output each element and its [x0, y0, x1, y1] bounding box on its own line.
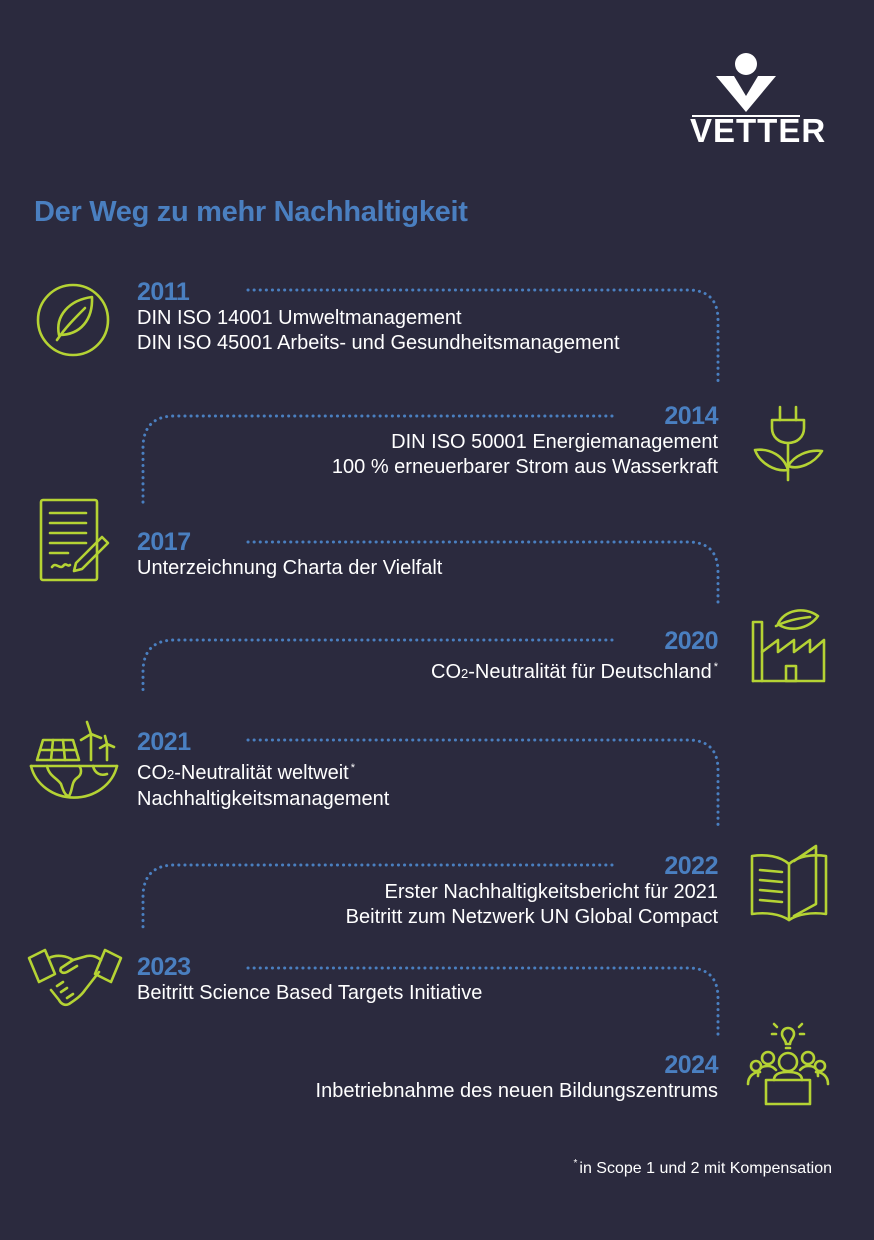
milestone-2021: [137, 729, 389, 812]
milestone-year: 2022: [664, 852, 718, 880]
footnote-marker: *: [350, 762, 356, 774]
milestone-text: DIN ISO 45001 Arbeits- und Gesundheitsmanagement: [137, 332, 620, 354]
milestone-text: Beitritt zum Netzwerk UN Global Compact: [345, 906, 718, 928]
milestone-text: [137, 756, 389, 787]
milestone-2017: [137, 529, 442, 581]
milestone-year: 2014: [664, 402, 718, 430]
milestone-2024: [316, 1052, 718, 1104]
milestone-text: [431, 655, 718, 686]
globe-renewables-icon: [27, 720, 121, 810]
milestone-text: Unterzeichnung Charta der Vielfalt: [137, 557, 443, 579]
milestone-text: DIN ISO 14001 Umweltmanagement: [137, 307, 462, 329]
logo-text: VETTER: [690, 112, 827, 149]
leaf-icon: [35, 282, 111, 358]
milestone-2014: [332, 403, 718, 480]
logo-mark-icon: [690, 52, 802, 114]
milestone-text: Erster Nachhaltigkeitsbericht für 2021: [384, 881, 718, 903]
open-book-icon: [748, 844, 830, 922]
co2-prefix: CO: [431, 661, 462, 683]
milestone-2020: [431, 628, 718, 686]
people-idea-icon: [744, 1018, 832, 1108]
milestone-text: Nachhaltigkeitsmanagement: [137, 788, 390, 810]
milestone-text: 100 % erneuerbarer Strom aus Wasserkraft: [331, 456, 718, 478]
vetter-logo: [690, 52, 827, 152]
co2-prefix: CO: [137, 762, 167, 784]
handshake-icon: [27, 946, 123, 1010]
footnote: [573, 1158, 832, 1178]
milestone-text: DIN ISO 50001 Energiemanagement: [391, 431, 718, 453]
co2-rest: -Neutralität für Deutschland: [468, 661, 712, 683]
factory-leaf-icon: [748, 604, 828, 684]
milestone-2022: [346, 853, 718, 930]
co2-subscript: 2: [461, 666, 469, 681]
milestone-year: 2021: [137, 728, 191, 756]
document-pen-icon: [38, 497, 112, 585]
footnote-marker: *: [573, 1158, 578, 1169]
milestone-2011: [137, 279, 620, 356]
milestone-text: Inbetriebnahme des neuen Bildungszentrums: [315, 1080, 718, 1102]
milestone-year: 2017: [137, 528, 191, 556]
footnote-text: in Scope 1 und 2 mit Kompensation: [579, 1160, 832, 1177]
co2-rest: -Neutralität weltweit: [174, 762, 349, 784]
co2-subscript: 2: [167, 767, 175, 782]
page-title: Der Weg zu mehr Nachhaltigkeit: [34, 196, 468, 228]
milestone-year: 2023: [137, 953, 191, 981]
milestone-year: 2020: [664, 627, 718, 655]
plug-plant-icon: [752, 404, 826, 484]
milestone-text: Beitritt Science Based Targets Initiative: [137, 982, 483, 1004]
milestone-2023: [137, 954, 482, 1006]
footnote-marker: *: [713, 661, 718, 673]
milestone-year: 2024: [664, 1051, 718, 1079]
milestone-year: 2011: [137, 278, 190, 306]
